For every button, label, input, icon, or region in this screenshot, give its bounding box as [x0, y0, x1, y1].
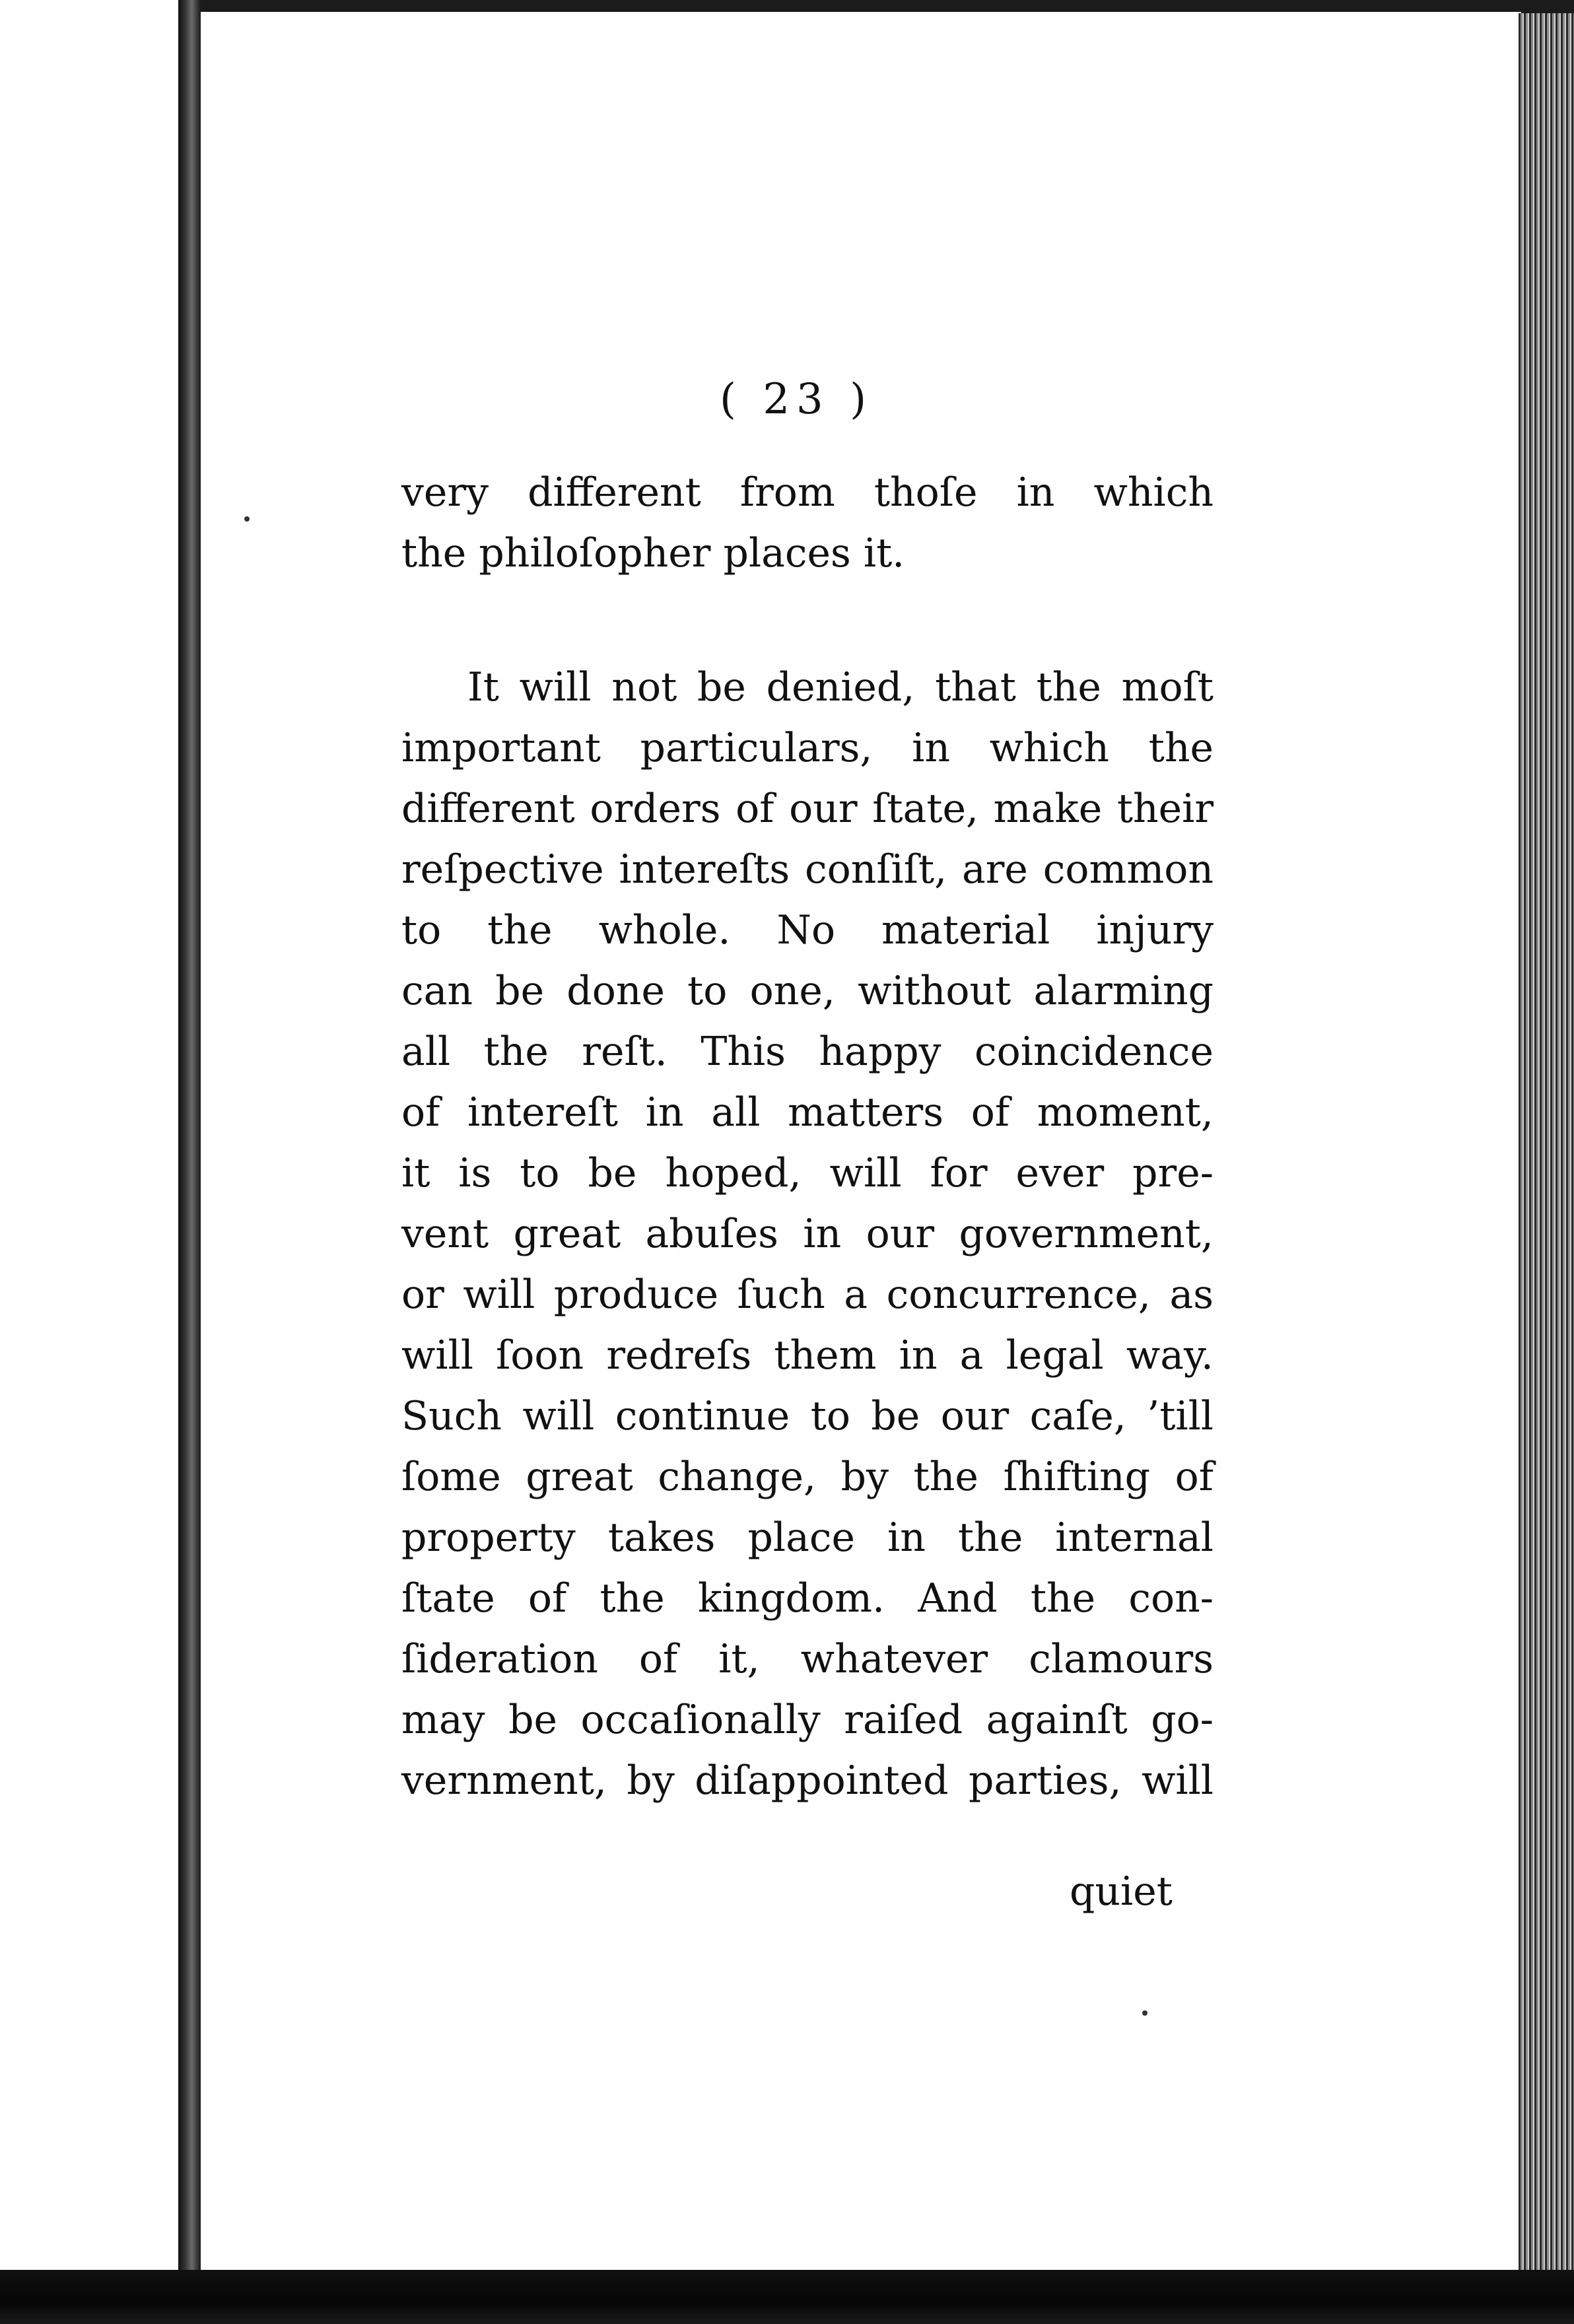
text-line: all the reſt. This happy coincidence [401, 1029, 1214, 1075]
text-line: or will produce ſuch a concurrence, as [401, 1272, 1214, 1318]
text-line: very different from thoſe in which [401, 469, 1214, 516]
paragraph-1 [401, 462, 1214, 584]
text-line: ſtate of the kingdom. And the con- [401, 1575, 1214, 1622]
text-line: will ſoon redreſs them in a legal way. [401, 1332, 1214, 1379]
text-line: Such will continue to be our caſe, ’till [401, 1393, 1214, 1439]
text-line: may be occaſionally raiſed againſt go- [401, 1697, 1214, 1743]
left-facing-page [0, 0, 178, 2271]
text-line: the philoſopher places it. [401, 530, 905, 576]
ink-speck [244, 516, 250, 522]
text-line: ſome great change, by the ſhifting of [401, 1454, 1214, 1500]
text-line: property takes place in the internal [401, 1515, 1214, 1561]
text-line: to the whole. No material injury [401, 907, 1214, 953]
text-line: ſideration of it, whatever clamours [401, 1636, 1214, 1682]
text-line: reſpective intereſts conſiſt, are common [401, 846, 1214, 893]
book-gutter [178, 0, 201, 2278]
text-line: of intereſt in all matters of moment, [401, 1089, 1214, 1136]
catchword: quiet [1070, 1868, 1173, 1915]
text-line: different orders of our ſtate, make their [401, 786, 1214, 832]
text-line: important particulars, in which the [401, 725, 1214, 771]
ink-speck [1142, 2010, 1147, 2016]
text-line: vernment, by diſappointed parties, will [401, 1758, 1214, 1804]
text-line: It will not be denied, that the moſt [467, 664, 1214, 710]
bottom-edge-shadow [0, 2270, 1574, 2324]
text-line: can be done to one, without alarming [401, 968, 1214, 1014]
fore-edge [1519, 13, 1574, 2278]
text-line: it is to be hoped, will for ever pre- [401, 1150, 1214, 1196]
paragraph-2 [401, 657, 1214, 1811]
text-line: vent great abuſes in our government, [401, 1211, 1214, 1257]
page-number: ( 23 ) [720, 375, 873, 424]
top-edge-shadow [201, 0, 1574, 13]
